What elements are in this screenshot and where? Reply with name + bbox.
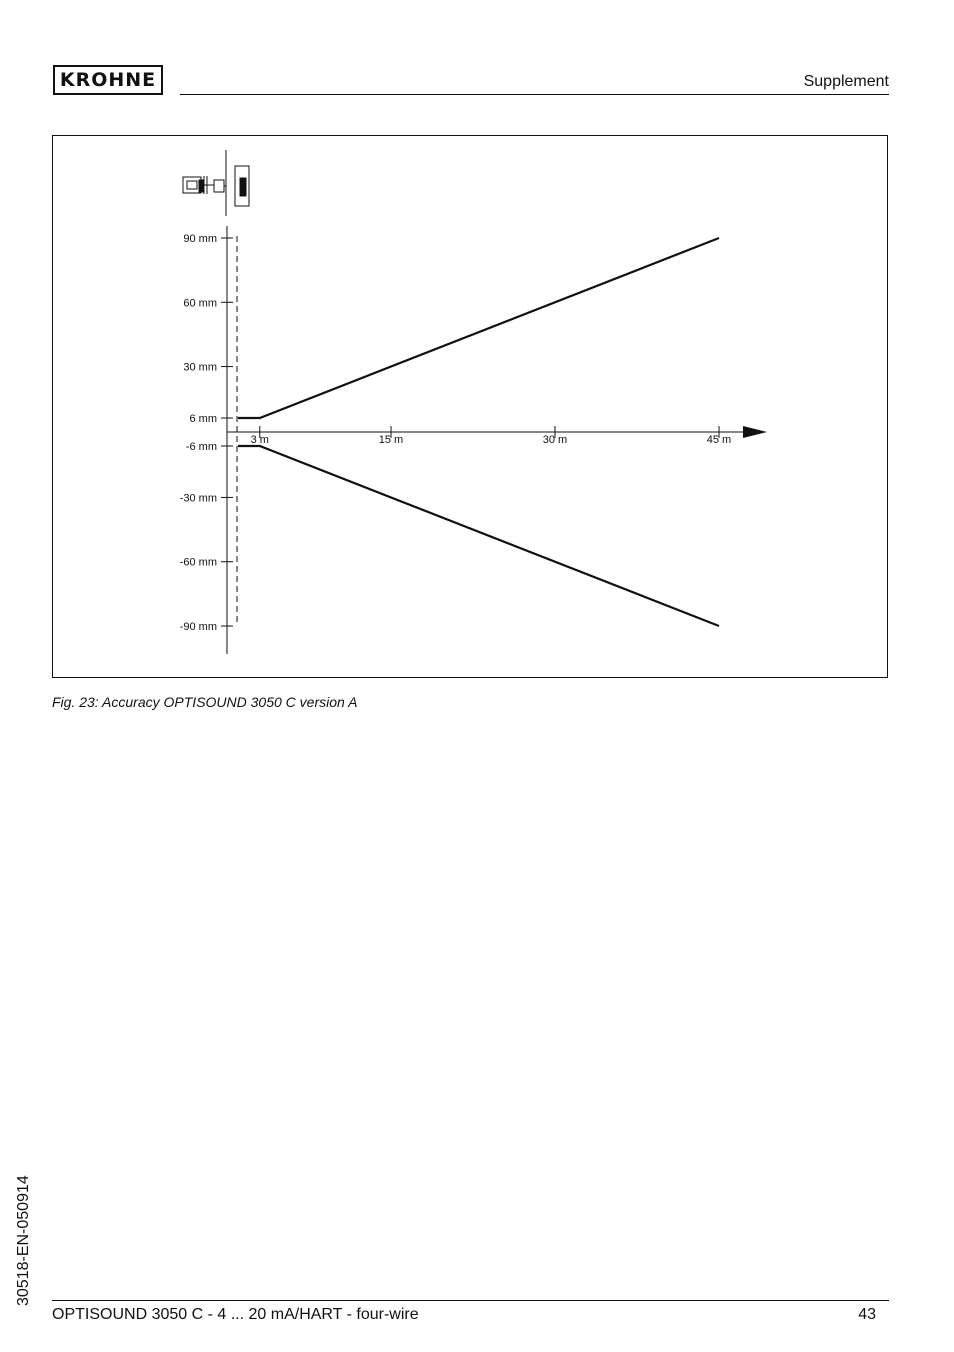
document-code: 30518-EN-050914 [15, 1175, 32, 1306]
y-tick-label: -60 mm [179, 556, 217, 569]
y-tick-label: 90 mm [183, 233, 217, 245]
x-tick-label: 45 m [706, 434, 732, 446]
logo-text: KROHNE [59, 69, 157, 91]
footer-title: OPTISOUND 3050 C - 4 ... 20 mA/HART - four-wire [52, 1306, 419, 1323]
sensor-device-icon [183, 150, 249, 216]
page-number: 43 [858, 1306, 876, 1323]
section-title: Supplement [803, 73, 889, 90]
y-tick-label: -6 mm [185, 441, 217, 453]
y-tick-label: 6 mm [189, 413, 217, 425]
accuracy-chart [53, 136, 889, 679]
y-tick-label: 30 mm [183, 361, 217, 374]
y-tick-label: 60 mm [183, 297, 217, 310]
header-divider [180, 94, 889, 95]
x-tick-label: 15 m [378, 434, 404, 446]
footer-divider [52, 1300, 889, 1301]
x-tick-label: 3 m [250, 434, 269, 446]
y-tick-label: -30 mm [179, 492, 217, 505]
x-tick-label: 30 m [542, 434, 568, 446]
krohne-logo [53, 65, 163, 95]
figure-caption: Fig. 23: Accuracy OPTISOUND 3050 C version A [52, 694, 358, 710]
upper-accuracy-line [238, 238, 719, 418]
y-tick-label: -90 mm [179, 621, 217, 633]
x-axis-arrow [743, 426, 767, 438]
lower-accuracy-line [238, 446, 719, 626]
figure-frame [52, 135, 888, 678]
